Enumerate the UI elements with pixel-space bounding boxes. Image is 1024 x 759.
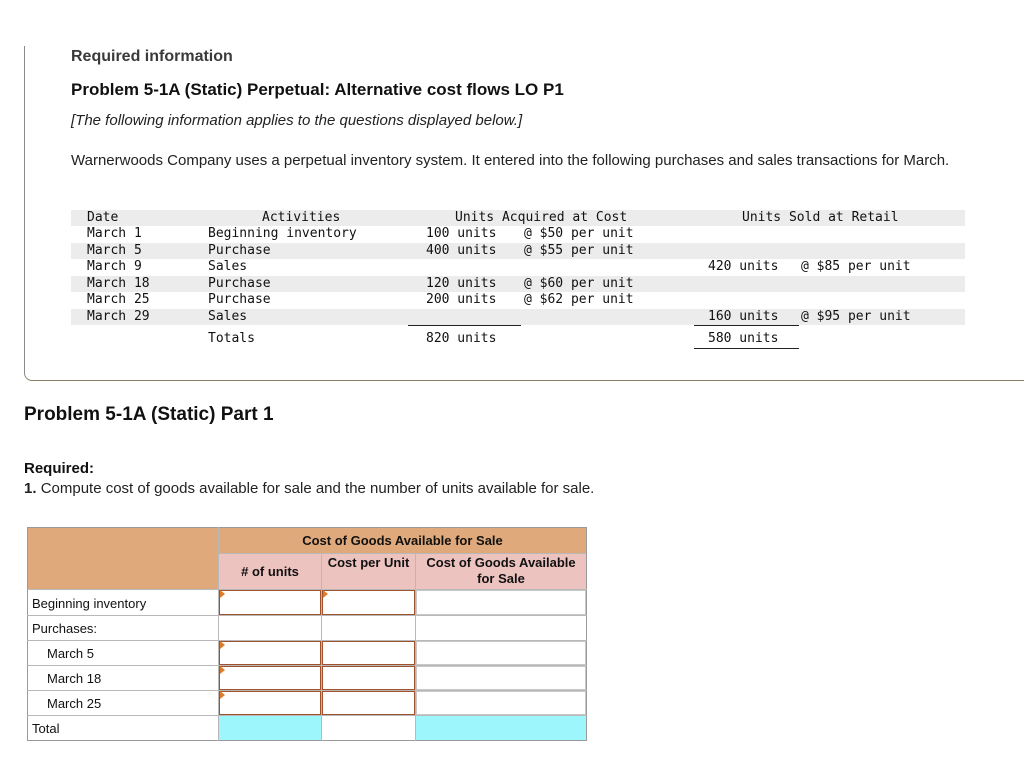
table-row: [71, 259, 965, 275]
row-acq-cost: @ $60 per unit: [524, 276, 634, 291]
col-header-units: # of units: [241, 564, 299, 579]
row-date: March 18: [87, 276, 150, 291]
row-activity: Purchase: [208, 276, 271, 291]
table-row: [71, 292, 965, 308]
intro-paragraph: Warnerwoods Company uses a perpetual inventory system. It entered into the following purchases and sales transactions for March.: [71, 152, 950, 169]
totals-sold-units: 580 units: [708, 331, 779, 346]
row-acq-units: 400 units: [426, 243, 497, 258]
row-sold-units: 420 units: [708, 259, 779, 274]
row-acq-units: 200 units: [426, 292, 497, 307]
requirement-description: Compute cost of goods available for sale and the number of units available for sale.: [40, 480, 595, 497]
col-header-cogas: Cost of Goods Available for Sale: [426, 555, 576, 586]
row-label-march-25: March 25: [47, 696, 102, 711]
march18-cost-per-unit-input[interactable]: [322, 666, 415, 690]
input-marker-icon: [220, 691, 225, 699]
col-header-acquired: Units Acquired at Cost: [455, 210, 628, 225]
table-row: [71, 226, 965, 242]
beginning-cogas-cell: [416, 590, 586, 615]
row-label-beginning-inventory: Beginning inventory: [32, 596, 147, 611]
requirement-number: 1.: [24, 480, 37, 497]
grid-line: [27, 615, 587, 616]
grid-line: [218, 553, 586, 554]
col-header-cost-per-unit: Cost per Unit: [327, 555, 410, 570]
part-title: Problem 5-1A (Static) Part 1: [24, 404, 274, 425]
march5-cost-per-unit-input[interactable]: [322, 641, 415, 665]
table-row: [71, 309, 965, 325]
row-activity: Beginning inventory: [208, 226, 357, 241]
totals-acq-units: 820 units: [426, 331, 497, 346]
row-acq-units: 100 units: [426, 226, 497, 241]
required-info-label: Required information: [71, 48, 233, 65]
row-activity: Sales: [208, 309, 248, 324]
sold-total-rule: [694, 325, 799, 326]
row-activity: Sales: [208, 259, 248, 274]
march5-cogas-cell: [416, 641, 586, 665]
row-date: March 1: [87, 226, 142, 241]
row-activity: Purchase: [208, 243, 271, 258]
row-label-march-18: March 18: [47, 671, 102, 686]
group-header: Cost of Goods Available for Sale: [302, 533, 503, 548]
march5-units-input[interactable]: [219, 641, 321, 665]
row-label-march-5: March 5: [47, 646, 94, 661]
row-date: March 5: [87, 243, 142, 258]
march25-cogas-cell: [416, 691, 586, 715]
applies-note: [The following information applies to the questions displayed below.]: [71, 112, 523, 129]
header-blank-cell: [28, 528, 218, 589]
row-activity: Purchase: [208, 292, 271, 307]
col-header-activities: Activities: [262, 210, 341, 225]
row-acq-units: 120 units: [426, 276, 497, 291]
row-label-total: Total: [32, 721, 60, 736]
col-header-date: Date: [87, 210, 119, 225]
cogas-worksheet: [27, 527, 587, 741]
row-date: March 29: [87, 309, 150, 324]
input-marker-icon: [323, 590, 328, 598]
totals-row: [71, 331, 965, 347]
row-sold-price: @ $95 per unit: [801, 309, 911, 324]
col-header-sold: Units Sold at Retail: [742, 210, 899, 225]
beginning-cost-per-unit-input[interactable]: [322, 590, 415, 615]
problem-title: Problem 5-1A (Static) Perpetual: Alternative cost flows LO P1: [71, 80, 564, 99]
requirement-text: [24, 480, 594, 497]
acquired-total-rule: [408, 325, 521, 326]
table-row: [71, 276, 965, 292]
required-label: Required:: [24, 460, 95, 477]
input-marker-icon: [220, 666, 225, 674]
row-acq-cost: @ $50 per unit: [524, 226, 634, 241]
march18-units-input[interactable]: [219, 666, 321, 690]
sold-total-underline: [694, 348, 799, 349]
march25-units-input[interactable]: [219, 691, 321, 715]
table-header-row: [71, 210, 965, 226]
totals-label: Totals: [208, 331, 255, 346]
march18-cogas-cell: [416, 666, 586, 690]
march25-cost-per-unit-input[interactable]: [322, 691, 415, 715]
total-units-cell[interactable]: [219, 716, 321, 740]
beginning-units-input[interactable]: [219, 590, 321, 615]
row-acq-cost: @ $55 per unit: [524, 243, 634, 258]
input-marker-icon: [220, 641, 225, 649]
row-date: March 9: [87, 259, 142, 274]
total-cogas-cell[interactable]: [416, 716, 586, 740]
row-acq-cost: @ $62 per unit: [524, 292, 634, 307]
row-sold-price: @ $85 per unit: [801, 259, 911, 274]
row-sold-units: 160 units: [708, 309, 779, 324]
row-date: March 25: [87, 292, 150, 307]
input-marker-icon: [220, 590, 225, 598]
table-row: [71, 243, 965, 259]
row-label-purchases: Purchases:: [32, 621, 98, 636]
